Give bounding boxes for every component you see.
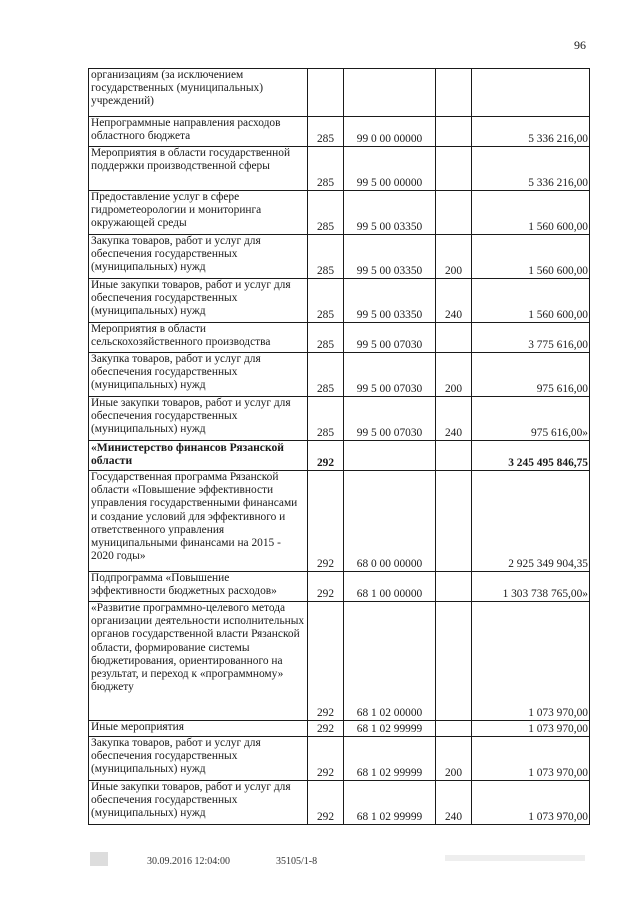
cell-csr: 99 5 00 03350: [344, 235, 436, 279]
cell-grbs: 285: [308, 323, 344, 353]
cell-name: Закупка товаров, работ и услуг для обеспечения государственных (муниципальных) нужд: [89, 737, 308, 781]
cell-amount: 5 336 216,00: [472, 117, 590, 147]
cell-amount: 1 073 970,00: [472, 721, 590, 737]
cell-amount: 1 560 600,00: [472, 191, 590, 235]
cell-csr: [344, 441, 436, 471]
cell-vr: [436, 147, 472, 191]
cell-amount: 1 073 970,00: [472, 781, 590, 825]
cell-vr: [436, 721, 472, 737]
table-row: [89, 721, 590, 737]
cell-grbs: 285: [308, 147, 344, 191]
cell-name: «Развитие программно-целевого метода организации деятельности исполнительных органов государственной власти Рязанской области, формирование системы бюджетирования, ориентированного на результат, и переход к «программному» бюджету: [89, 602, 308, 721]
cell-name: Иные мероприятия: [89, 721, 308, 737]
cell-amount: 3 775 616,00: [472, 323, 590, 353]
table-row: [89, 441, 590, 471]
cell-amount: 5 336 216,00: [472, 147, 590, 191]
cell-csr: [344, 69, 436, 117]
cell-name: Государственная программа Рязанской области «Повышение эффективности управления государственными финансами и создание условий для эффективного и ответственного управления муниципальными финансами на 2015 - 2020 годы»: [89, 471, 308, 572]
cell-vr: [436, 117, 472, 147]
cell-vr: [436, 471, 472, 572]
table-row: [89, 235, 590, 279]
cell-grbs: 292: [308, 471, 344, 572]
cell-amount: 1 073 970,00: [472, 737, 590, 781]
cell-amount: 1 560 600,00: [472, 235, 590, 279]
cell-grbs: 292: [308, 602, 344, 721]
cell-csr: 99 5 00 07030: [344, 323, 436, 353]
cell-grbs: 292: [308, 441, 344, 471]
cell-name: Подпрограмма «Повышение эффективности бюджетных расходов»: [89, 572, 308, 602]
cell-amount: 975 616,00»: [472, 397, 590, 441]
table-row: [89, 323, 590, 353]
cell-csr: 99 0 00 00000: [344, 117, 436, 147]
cell-csr: 99 5 00 00000: [344, 147, 436, 191]
cell-grbs: 292: [308, 721, 344, 737]
cell-amount: 2 925 349 904,35: [472, 471, 590, 572]
table-row: [89, 147, 590, 191]
cell-vr: [436, 191, 472, 235]
cell-name: Иные закупки товаров, работ и услуг для обеспечения государственных (муниципальных) нужд: [89, 781, 308, 825]
cell-vr: 240: [436, 279, 472, 323]
cell-name: Непрограммные направления расходов областного бюджета: [89, 117, 308, 147]
scan-artifact: [90, 852, 108, 866]
table-row: [89, 781, 590, 825]
page-number: 96: [574, 38, 586, 52]
table-row: [89, 279, 590, 323]
cell-name: Закупка товаров, работ и услуг для обеспечения государственных (муниципальных) нужд: [89, 235, 308, 279]
table-row: [89, 117, 590, 147]
cell-csr: 68 0 00 00000: [344, 471, 436, 572]
table-row: [89, 397, 590, 441]
cell-grbs: 285: [308, 279, 344, 323]
cell-vr: 200: [436, 235, 472, 279]
table-row: [89, 191, 590, 235]
cell-amount: 975 616,00: [472, 353, 590, 397]
cell-vr: 240: [436, 781, 472, 825]
cell-name: организациям (за исключением государственных (муниципальных) учреждений): [89, 69, 308, 117]
cell-grbs: 285: [308, 397, 344, 441]
cell-grbs: 285: [308, 353, 344, 397]
cell-name: Мероприятия в области сельскохозяйственного производства: [89, 323, 308, 353]
cell-amount: 3 245 495 846,75: [472, 441, 590, 471]
table-body: [89, 69, 590, 825]
cell-csr: 99 5 00 03350: [344, 191, 436, 235]
table-row: [89, 572, 590, 602]
cell-vr: 200: [436, 353, 472, 397]
cell-csr: 68 1 00 00000: [344, 572, 436, 602]
cell-csr: 68 1 02 99999: [344, 781, 436, 825]
cell-grbs: 285: [308, 117, 344, 147]
cell-amount: 1 303 738 765,00»: [472, 572, 590, 602]
cell-grbs: 285: [308, 191, 344, 235]
cell-csr: 99 5 00 03350: [344, 279, 436, 323]
table-row: [89, 471, 590, 572]
cell-name: «Министерство финансов Рязанской области: [89, 441, 308, 471]
cell-vr: [436, 602, 472, 721]
cell-vr: 200: [436, 737, 472, 781]
cell-vr: [436, 323, 472, 353]
budget-table: [88, 68, 590, 825]
cell-csr: 68 1 02 99999: [344, 737, 436, 781]
cell-csr: 68 1 02 00000: [344, 602, 436, 721]
cell-vr: [436, 441, 472, 471]
table-row: [89, 602, 590, 721]
table-row: [89, 69, 590, 117]
cell-csr: 68 1 02 99999: [344, 721, 436, 737]
cell-name: Мероприятия в области государственной поддержки производственной сферы: [89, 147, 308, 191]
cell-vr: [436, 69, 472, 117]
cell-grbs: 292: [308, 572, 344, 602]
cell-grbs: 292: [308, 781, 344, 825]
cell-amount: 1 560 600,00: [472, 279, 590, 323]
table-row: [89, 353, 590, 397]
cell-csr: 99 5 00 07030: [344, 353, 436, 397]
cell-vr: [436, 572, 472, 602]
cell-csr: 99 5 00 07030: [344, 397, 436, 441]
cell-name: Предоставление услуг в сфере гидрометеорологии и мониторинга окружающей среды: [89, 191, 308, 235]
cell-grbs: 292: [308, 737, 344, 781]
cell-vr: 240: [436, 397, 472, 441]
footer-doc-code: 35105/1-8: [276, 856, 318, 867]
cell-name: Закупка товаров, работ и услуг для обеспечения государственных (муниципальных) нужд: [89, 353, 308, 397]
footer-datetime: 30.09.2016 12:04:00: [147, 856, 231, 867]
cell-amount: 1 073 970,00: [472, 602, 590, 721]
cell-name: Иные закупки товаров, работ и услуг для обеспечения государственных (муниципальных) нужд: [89, 279, 308, 323]
cell-grbs: [308, 69, 344, 117]
table-row: [89, 737, 590, 781]
scan-artifact-faint: [445, 855, 585, 861]
cell-grbs: 285: [308, 235, 344, 279]
cell-name: Иные закупки товаров, работ и услуг для обеспечения государственных (муниципальных) нужд: [89, 397, 308, 441]
cell-amount: [472, 69, 590, 117]
